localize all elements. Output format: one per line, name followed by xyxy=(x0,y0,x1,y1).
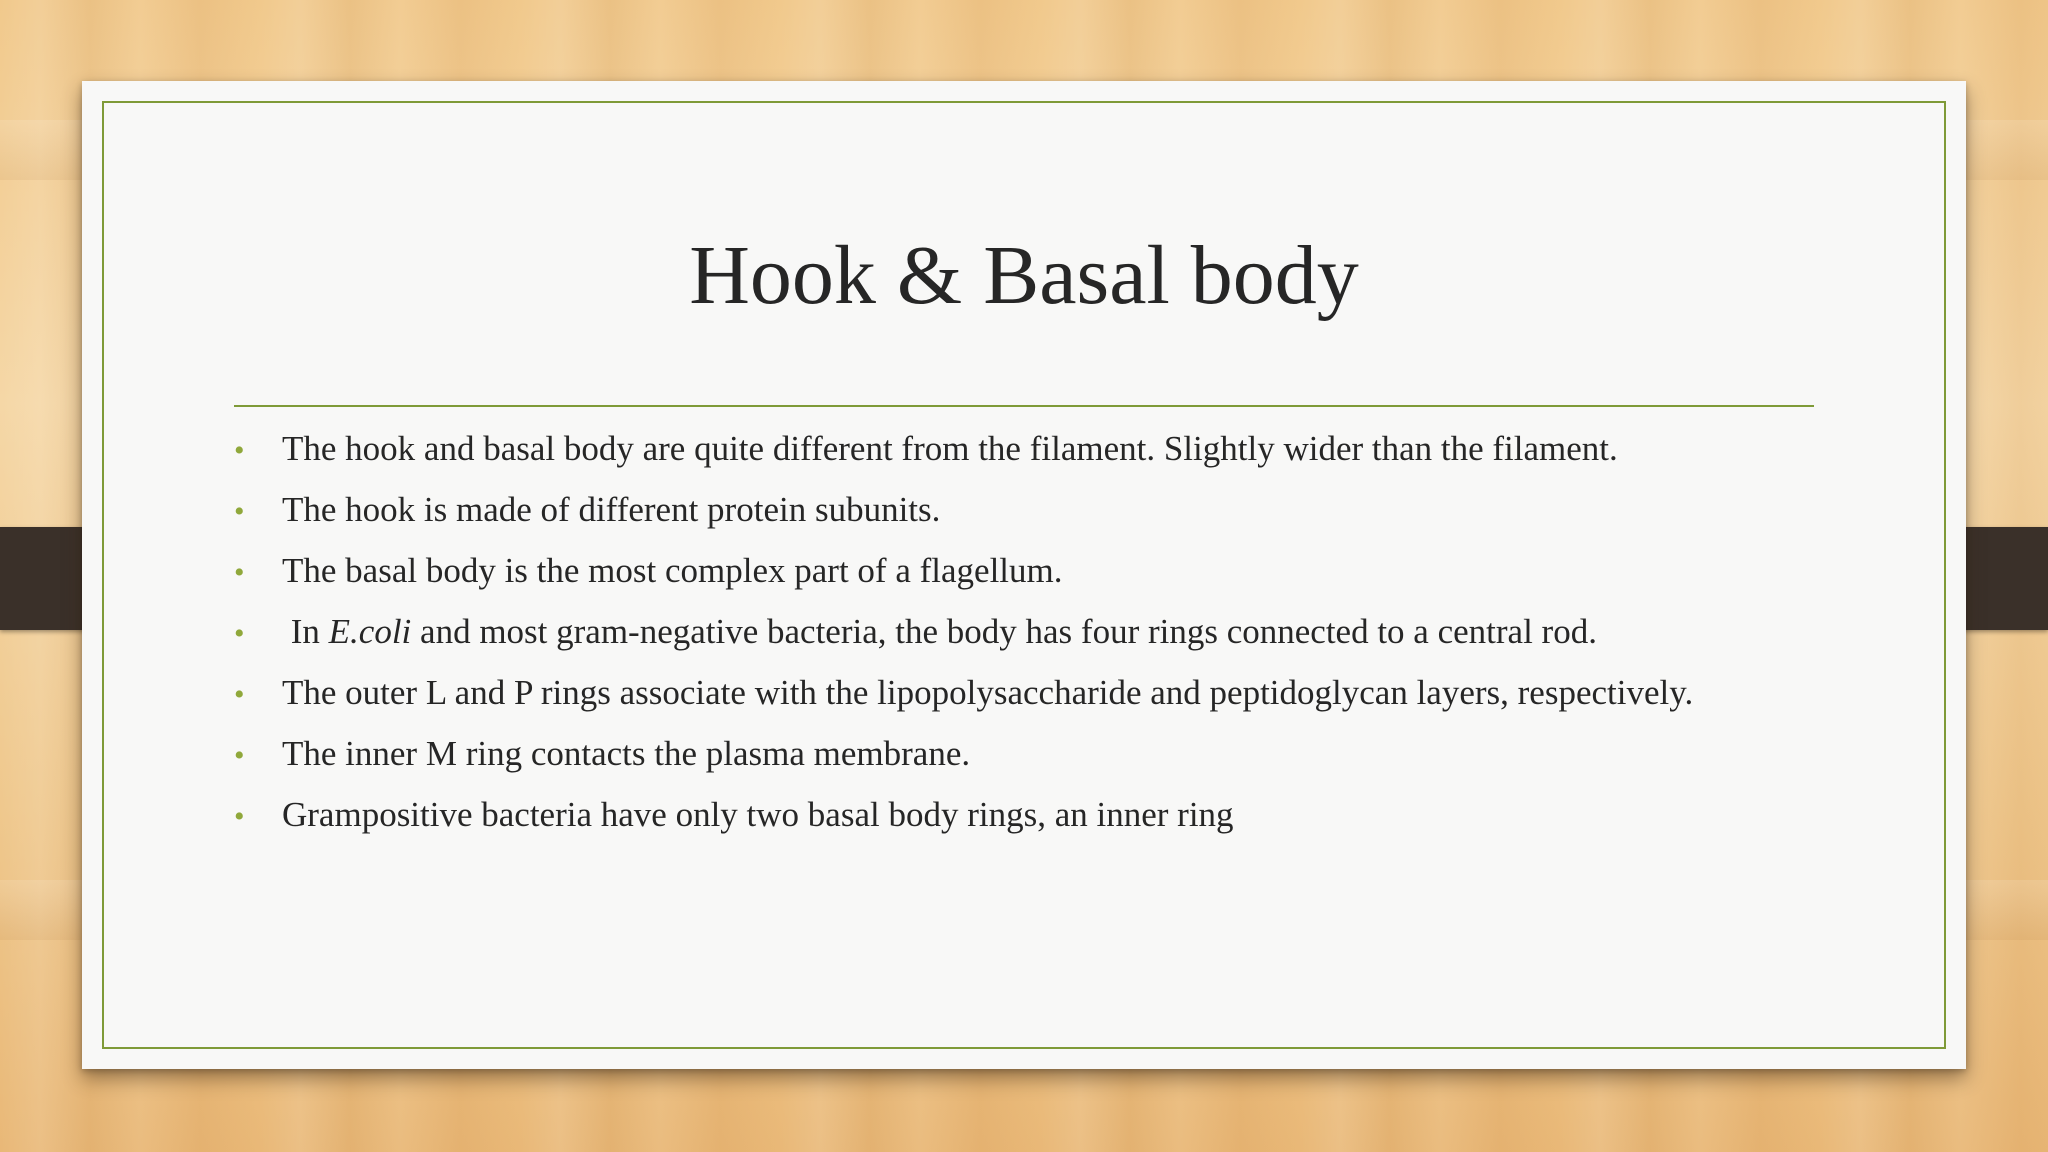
bullet-item xyxy=(234,734,1814,773)
bullet-icon: • xyxy=(234,556,245,589)
bullet-icon: • xyxy=(234,434,245,467)
bullet-text: Grampositive bacteria have only two basal body rings, an inner ring xyxy=(282,795,1234,834)
bullet-text-prefix: In xyxy=(282,612,329,651)
bullet-item xyxy=(234,795,1814,834)
bullet-text: The hook is made of different protein subunits. xyxy=(282,490,941,529)
bullet-item xyxy=(234,429,1814,468)
bullet-text-italic: E.coli xyxy=(328,612,412,651)
bullet-text: The outer L and P rings associate with the lipopolysaccharide and peptidoglycan layers, respectively. xyxy=(282,673,1694,712)
bullet-icon: • xyxy=(234,739,245,772)
bullet-item xyxy=(234,673,1814,712)
bullet-icon: • xyxy=(234,617,245,650)
bullet-text-suffix: and most gram-negative bacteria, the body has four rings connected to a central rod. xyxy=(411,612,1597,651)
bullet-text: The hook and basal body are quite different from the filament. Slightly wider than the filament. xyxy=(282,429,1618,468)
bullet-text: The basal body is the most complex part of a flagellum. xyxy=(282,551,1063,590)
bullet-text: The inner M ring contacts the plasma membrane. xyxy=(282,734,971,773)
slide-title: Hook & Basal body xyxy=(689,229,1359,322)
bullet-icon: • xyxy=(234,800,245,833)
bullet-item xyxy=(234,490,1814,529)
bullet-item xyxy=(234,551,1814,590)
bullet-list xyxy=(234,429,1814,856)
title-divider xyxy=(234,405,1814,407)
slide xyxy=(82,81,1966,1069)
bullet-item xyxy=(234,612,1814,651)
bullet-icon: • xyxy=(234,678,245,711)
bullet-icon: • xyxy=(234,495,245,528)
